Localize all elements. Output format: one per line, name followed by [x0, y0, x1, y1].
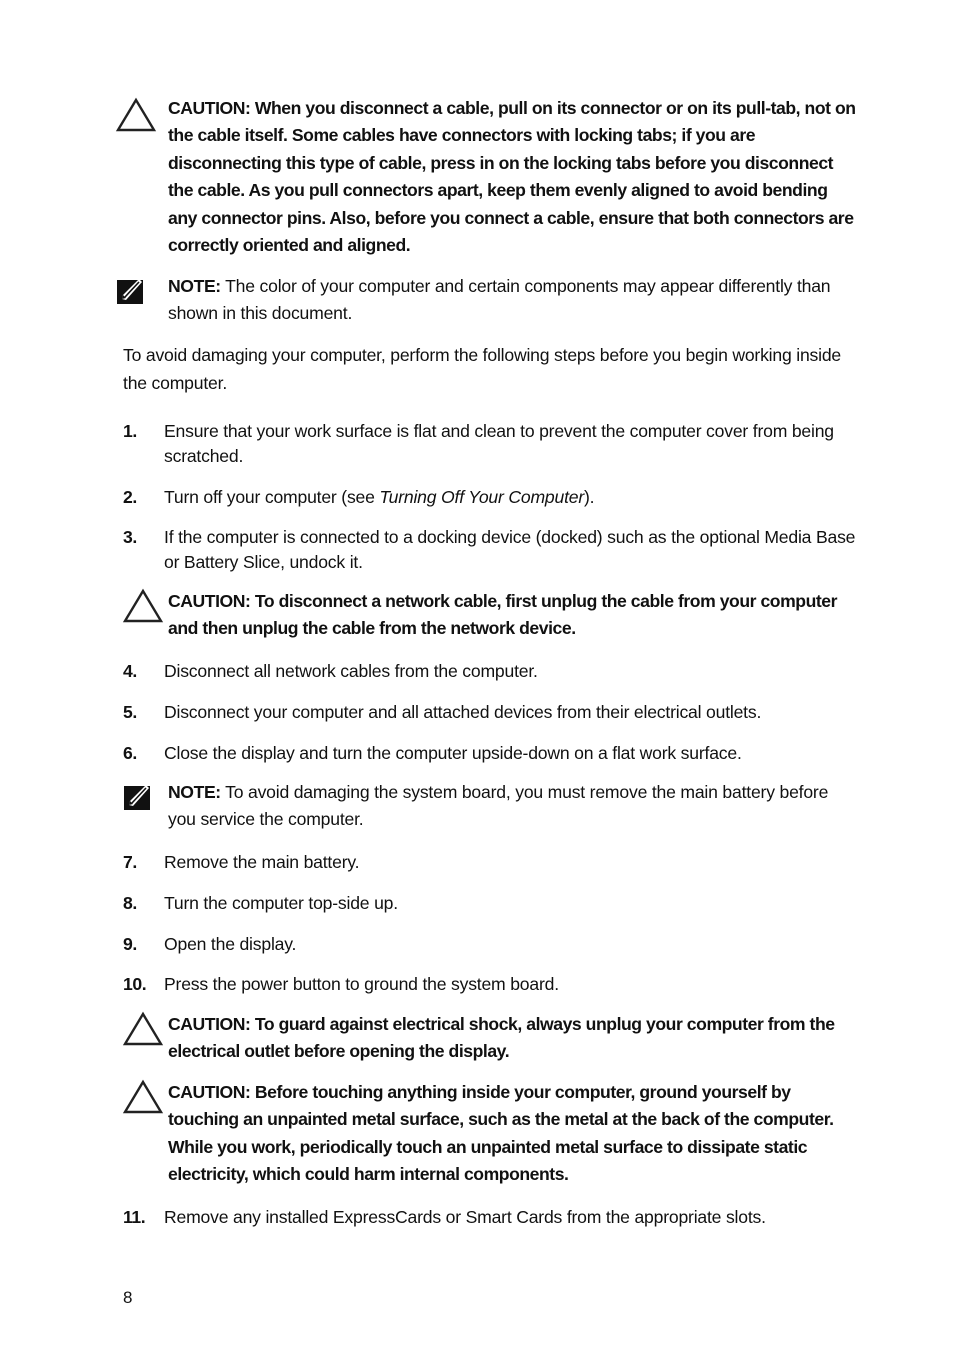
intro-paragraph: To avoid damaging your computer, perform the following steps before you begin working inside the computer.	[123, 345, 842, 393]
step-number: 6.	[123, 743, 137, 763]
step-item	[123, 525, 863, 575]
step-text: Press the power button to ground the system board.	[164, 974, 559, 994]
step-text: Disconnect all network cables from the computer.	[164, 661, 538, 681]
note-notice	[115, 273, 860, 328]
page-number: 8	[123, 1288, 133, 1307]
step-number: 3.	[123, 527, 137, 547]
caution-text: CAUTION: To guard against electrical shock, always unplug your computer from the electrical outlet before opening the display.	[168, 1014, 835, 1062]
caution-triangle-icon	[115, 588, 168, 643]
step-text: Remove any installed ExpressCards or Smart Cards from the appropriate slots.	[164, 1207, 766, 1227]
step-item	[123, 741, 863, 766]
step-item	[123, 700, 863, 725]
caution-text: CAUTION: When you disconnect a cable, pull on its connector or on its pull-tab, not on the cable itself. Some cables have connectors with locking tabs; if you are disconnecting this type of cable, press in on the locking tabs before you disconnect the cable. As you pull connectors apart, keep them evenly aligned to avoid bending any connector pins. Also, before you connect a cable, ensure that both connectors are correctly oriented and aligned.	[168, 98, 856, 256]
step-item	[123, 932, 863, 957]
step-number: 7.	[123, 852, 137, 872]
step-text: If the computer is connected to a docking device (docked) such as the optional Media Base or Battery Slice, undock it.	[164, 527, 856, 572]
caution-notice	[115, 1079, 860, 1189]
step-text: Turn the computer top-side up.	[164, 893, 398, 913]
caution-text: CAUTION: Before touching anything inside your computer, ground yourself by touching an unpainted metal surface, such as the metal at the back of the computer. While you work, periodically touch an unpainted metal surface to dissipate static electricity, which could harm internal components.	[168, 1082, 834, 1185]
caution-notice	[115, 588, 860, 643]
step-number: 8.	[123, 893, 137, 913]
step-number: 1.	[123, 421, 137, 441]
step-item	[123, 891, 863, 916]
caution-triangle-icon	[115, 95, 168, 259]
step-number: 10.	[123, 974, 147, 994]
step-text: Remove the main battery.	[164, 852, 360, 872]
note-pencil-icon	[115, 273, 168, 328]
note-text: NOTE: The color of your computer and certain components may appear differently than shown in this document.	[168, 276, 831, 324]
step-item	[123, 659, 863, 684]
cross-reference-link[interactable]: Turning Off Your Computer	[379, 487, 585, 507]
step-item	[123, 485, 863, 510]
note-text: NOTE: To avoid damaging the system board, you must remove the main battery before you service the computer.	[168, 782, 829, 830]
step-number: 11.	[123, 1207, 146, 1227]
step-number: 4.	[123, 661, 137, 681]
step-item	[123, 972, 863, 997]
note-notice	[115, 779, 860, 834]
caution-triangle-icon	[115, 1011, 168, 1066]
step-number: 5.	[123, 702, 137, 722]
step-text: Close the display and turn the computer upside-down on a flat work surface.	[164, 743, 742, 763]
step-number: 2.	[123, 487, 137, 507]
step-text: Open the display.	[164, 934, 297, 954]
step-item	[123, 419, 863, 469]
step-text: Disconnect your computer and all attached devices from their electrical outlets.	[164, 702, 762, 722]
caution-notice	[115, 1011, 860, 1066]
caution-notice	[115, 95, 860, 259]
step-text: Ensure that your work surface is flat and clean to prevent the computer cover from being scratched.	[164, 421, 834, 466]
step-item	[123, 1205, 863, 1230]
caution-text: CAUTION: To disconnect a network cable, first unplug the cable from your computer and then unplug the cable from the network device.	[168, 591, 838, 639]
step-number: 9.	[123, 934, 137, 954]
caution-triangle-icon	[115, 1079, 168, 1189]
step-item	[123, 850, 863, 875]
step-text: Turn off your computer (see Turning Off Your Computer).	[164, 487, 595, 507]
note-pencil-icon	[115, 779, 168, 834]
